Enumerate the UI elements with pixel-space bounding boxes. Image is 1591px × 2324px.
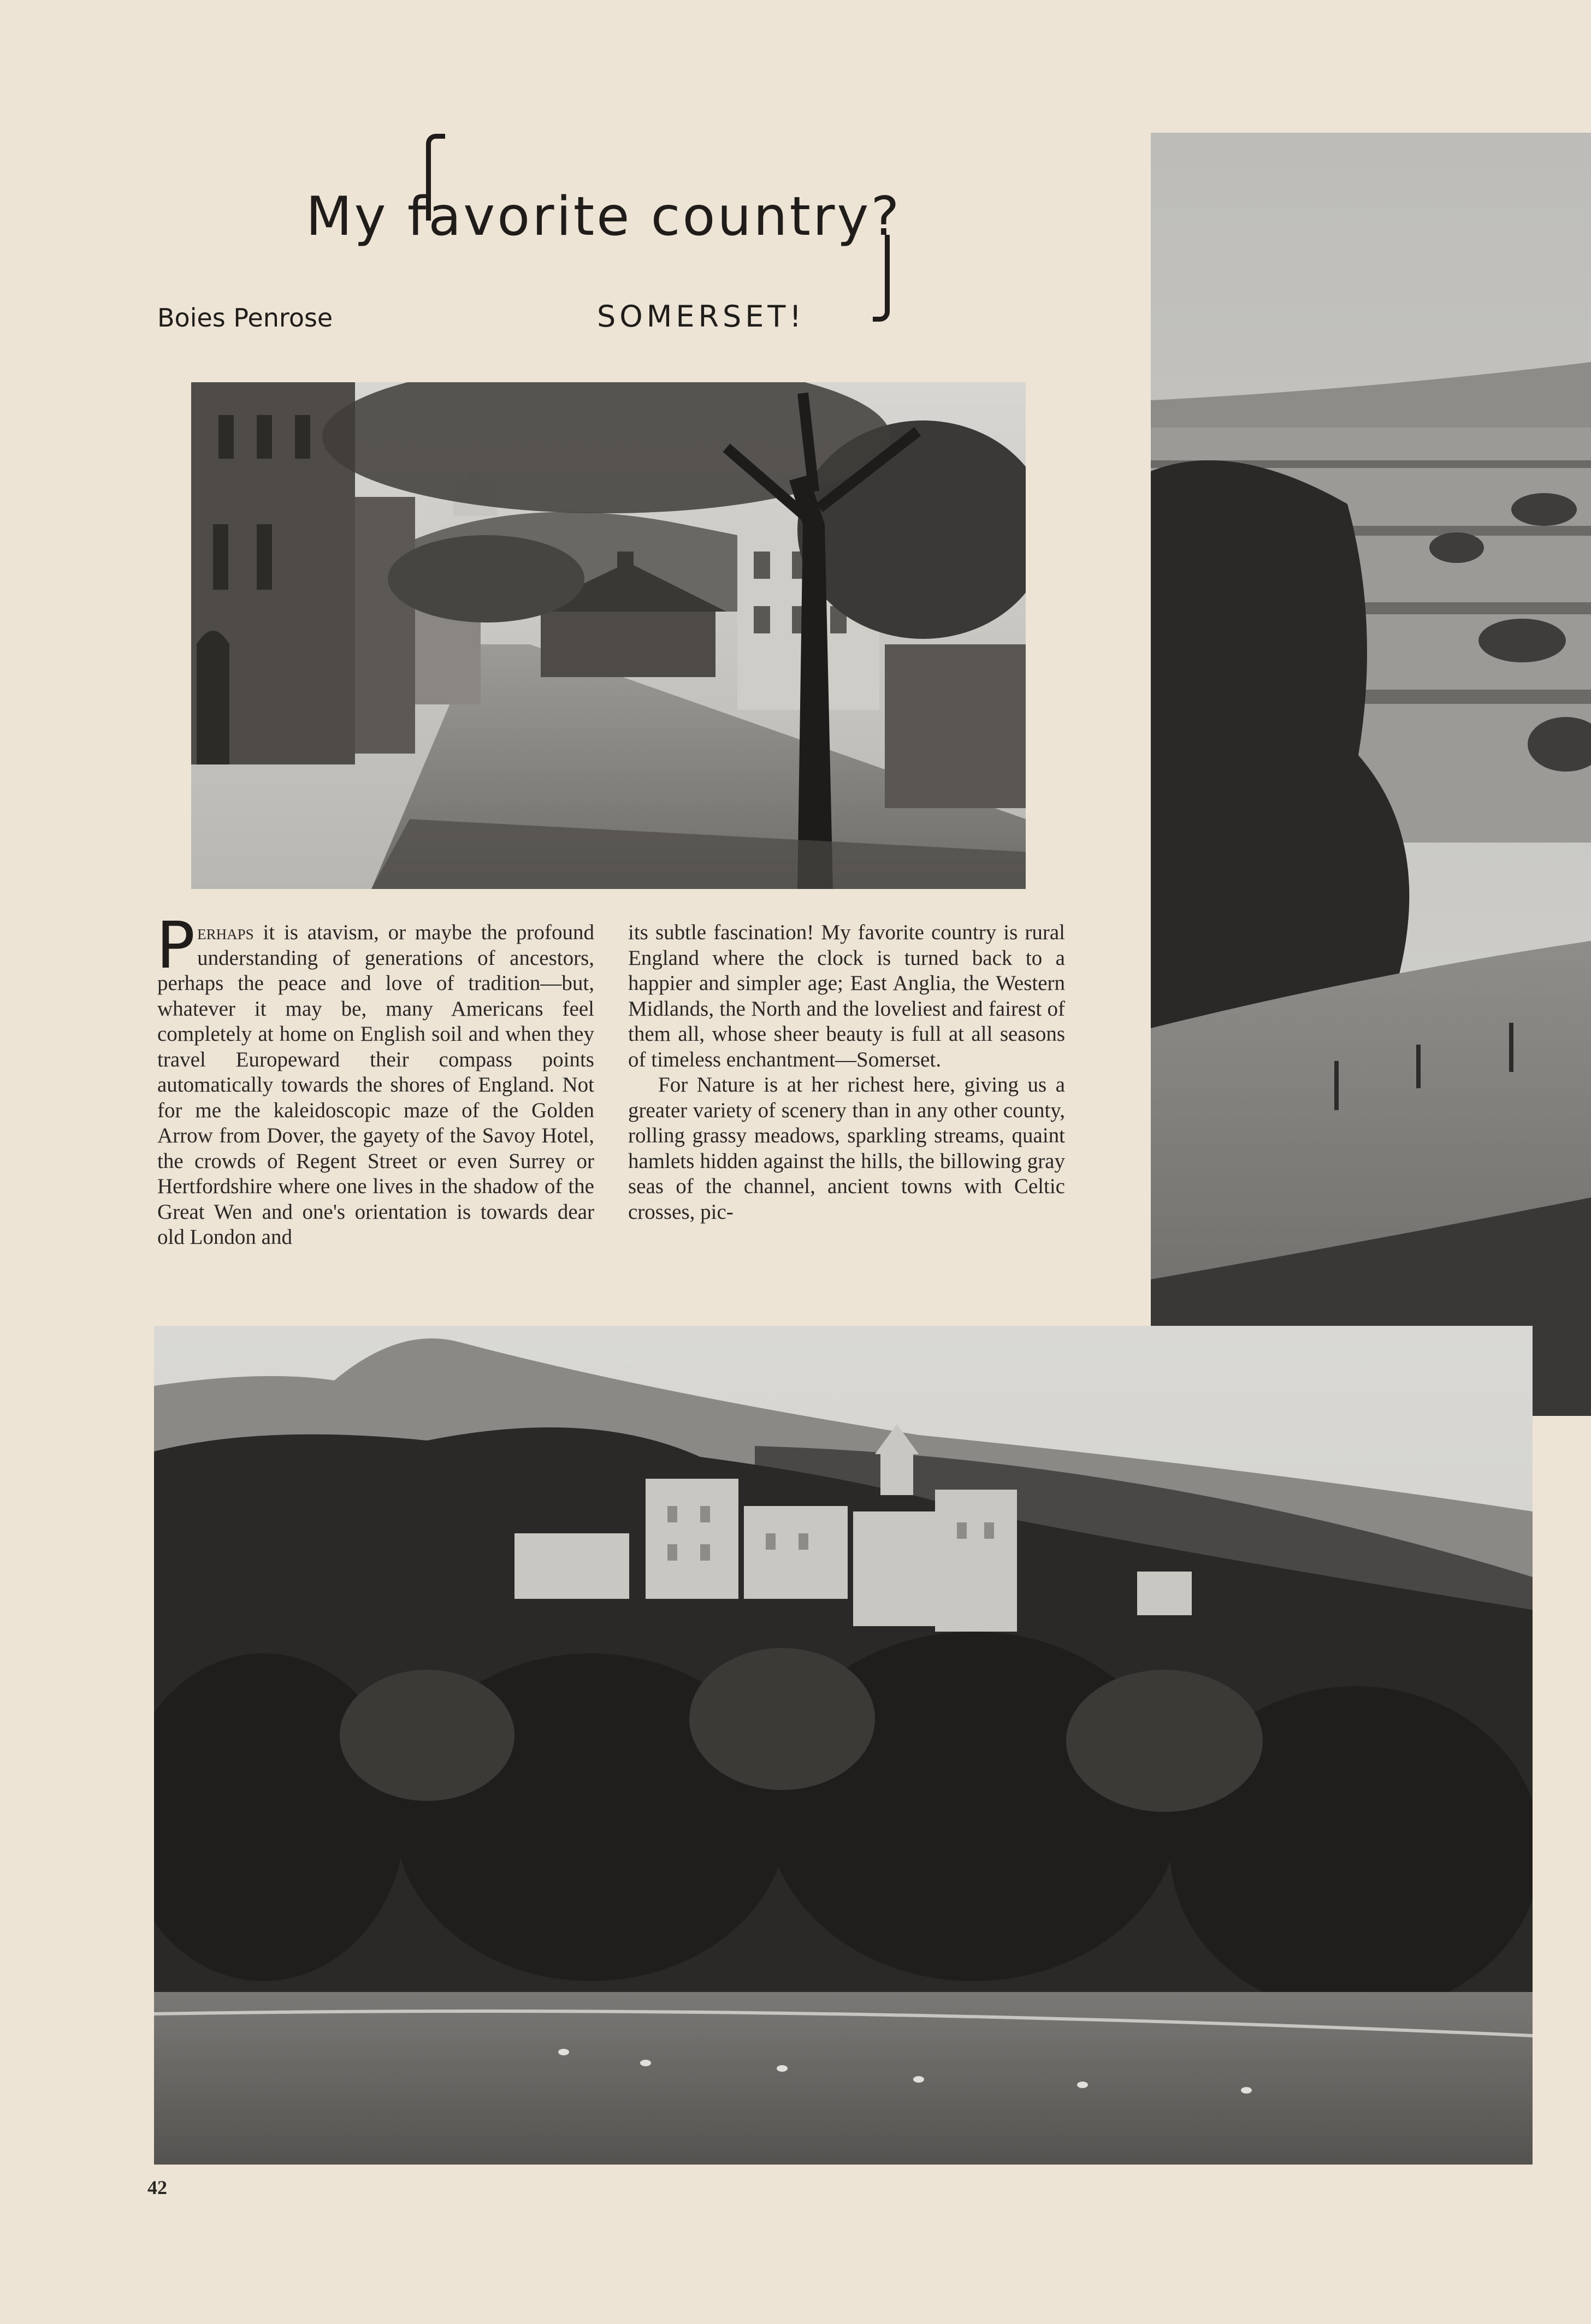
body-text-col1: it is atavism, or maybe the profound understanding of generations of ancestors, perhaps the peace and love of tradition—but, whatever it may be, many Americans feel completely at home on English soil and when they travel Europeward their compass points automatically towards the shores of England. Not for me the kaleidoscopic maze of the Golden Arrow from Dover, the gayety of the Savoy Hotel, the crowds of Regent Street or even Surrey or Hertfordshire where one lives in the shadow of the Great Wen and one's orientation is towards dear old London and	[157, 921, 594, 1249]
page-number: 42	[147, 2177, 167, 2198]
body-paragraph-1-cont: its subtle fascination! My favorite country is rural England where the clock is turned back to a happier and simpler age; East Anglia, the Western Midlands, the North and the loveliest and fairest of them all, whose sheer beauty is full at all seasons of timeless enchantment—Somerset.	[628, 921, 1065, 1071]
body-column-1	[156, 908, 594, 1250]
castle-photo	[154, 1326, 1533, 2165]
pastoral-landscape-photo	[1151, 133, 1591, 1416]
title-bracket-left	[426, 134, 445, 221]
body-column-2	[628, 920, 1065, 1225]
body-paragraph-1	[156, 908, 594, 1250]
title-bracket-right	[873, 235, 890, 322]
village-street-photo	[191, 382, 1026, 889]
article-subtitle: SOMERSET!	[597, 299, 806, 334]
body-paragraph-2: For Nature is at her richest here, giving us a greater variety of scenery than in any other county, rolling grassy meadows, sparkling streams, quaint hamlets hidden against the hills, the billowing gray seas of the channel, ancient towns with Celtic crosses, pic-	[628, 1073, 1065, 1224]
article-author: Boies Penrose	[157, 303, 333, 333]
article-title: My favorite country?	[306, 186, 902, 248]
drop-cap: P	[156, 908, 196, 983]
lead-in-word: erhaps	[197, 921, 254, 944]
